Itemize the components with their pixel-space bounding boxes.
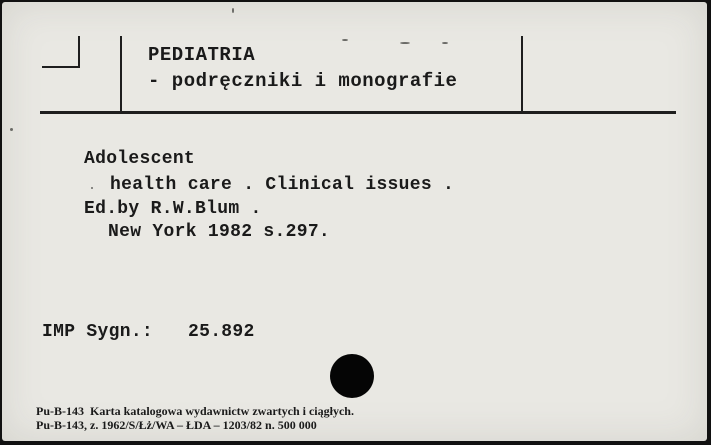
- speck: [342, 39, 348, 41]
- right-divider: [521, 36, 523, 112]
- corner-mark: [42, 36, 80, 68]
- header-rule: [40, 111, 676, 114]
- entry-editor: Ed.by R.W.Blum .: [84, 199, 262, 219]
- footer-line-1: Pu-B-143 Karta katalogowa wydawnictw zwartych i ciągłych.: [36, 404, 354, 418]
- call-number-label: IMP Sygn.:: [42, 322, 154, 342]
- card-heading: PEDIATRIA: [148, 44, 256, 66]
- speck: [10, 128, 13, 131]
- entry-imprint: New York 1982 s.297.: [108, 222, 331, 242]
- call-number-value: 25.892: [188, 322, 255, 342]
- footer-line-2: Pu-B-143, z. 1962/S/Łż/WA – ŁDA – 1203/82 n. 500 000: [36, 418, 317, 432]
- left-divider: [120, 36, 122, 112]
- speck: [442, 42, 448, 44]
- speck: [232, 8, 234, 13]
- entry-subtitle: health care . Clinical issues .: [110, 175, 455, 195]
- speck: [400, 42, 410, 44]
- speck: [91, 187, 93, 189]
- punch-hole: [330, 354, 374, 398]
- catalog-card: [2, 2, 707, 441]
- entry-title: Adolescent: [84, 149, 196, 169]
- card-subheading: - podręczniki i monografie: [148, 70, 458, 92]
